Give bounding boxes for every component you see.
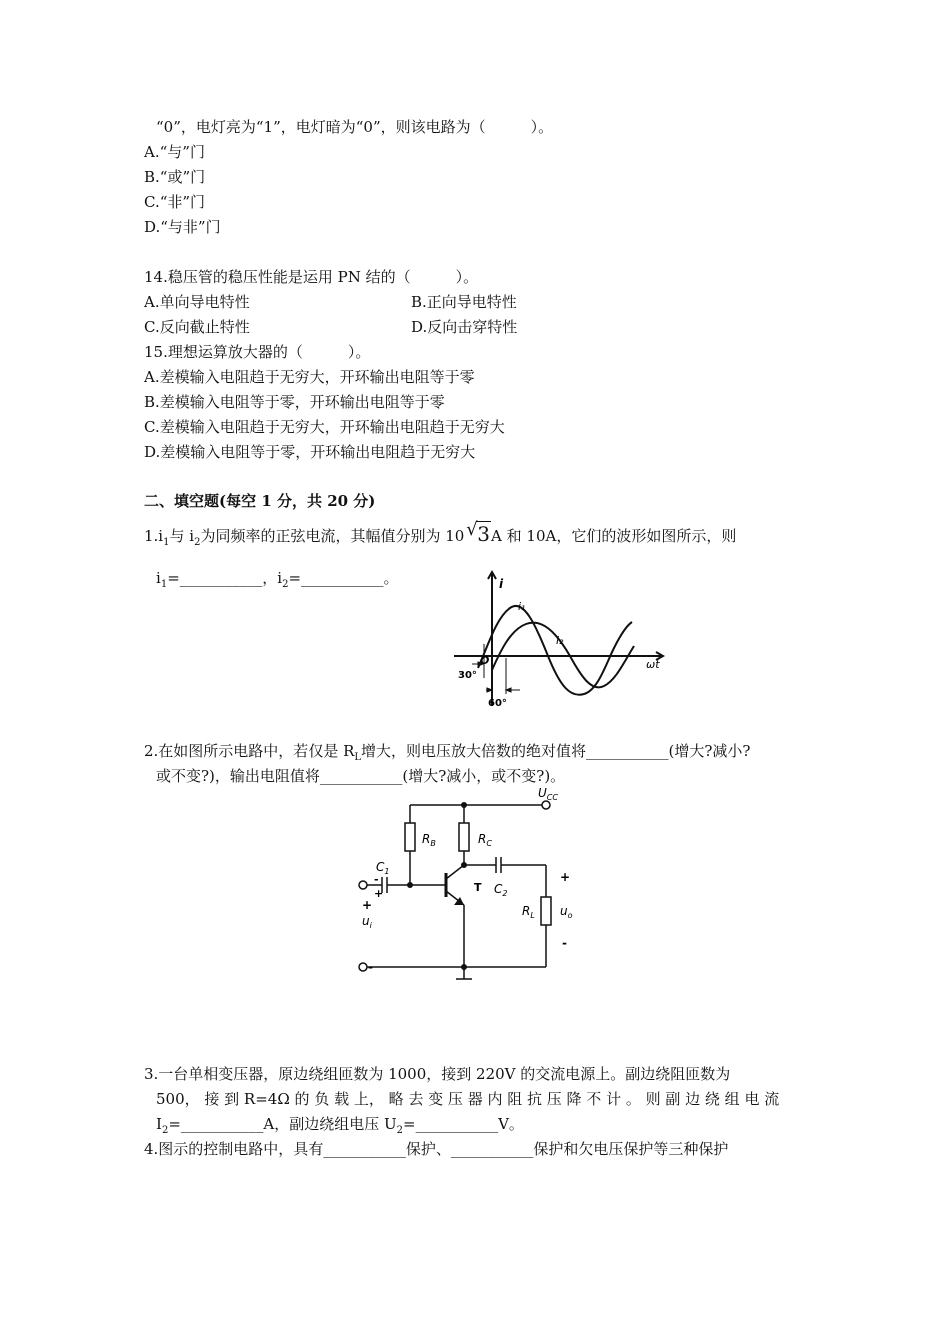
axis-i-label: i — [499, 577, 504, 591]
c1-label: $C_1$ — [376, 860, 390, 876]
fill4-line1: 4.图示的控制电路中，具有___________保护、___________保护和欠电压保护等三种保护 — [144, 1140, 729, 1158]
q15-option-c: C.差模输入电阻趋于无穷大，开环输出电阻趋于无穷大 — [144, 418, 505, 436]
axis-wt-label: ωt — [646, 658, 660, 671]
q15-option-a: A.差模输入电阻趋于无穷大，开环输出电阻等于零 — [144, 368, 475, 386]
q15-option-b: B.差模输入电阻等于零，开环输出电阻等于零 — [144, 393, 445, 411]
q13-option-d: D.“与非”门 — [144, 218, 221, 236]
fill3-line1: 3.一台单相变压器，原边绕组匝数为 1000，接到 220V 的交流电源上。副边绕阻匝数为 — [144, 1065, 731, 1083]
fill1-stem: $1.i_1$与 $i_2$为同频率的正弦电流，其幅值分别为 10 √ 3A 和 10A，它们的波形如图所示，则 — [144, 519, 737, 548]
fill3-line3: $I_2=\_\_\_\_\_\_\_\_\_\_\_A$，副边绕组电压 $U_2=\_\_\_\_\_\_\_\_\_\_\_V$。 — [156, 1115, 524, 1136]
q15-stem: 15.理想运算放大器的（ ）。 — [144, 343, 371, 361]
transistor-label: T — [474, 881, 482, 894]
q13-stem-tail: “0”，电灯亮为“1”，电灯暗为“0”，则该电路为（ ）。 — [156, 118, 554, 136]
c1-plus-sign: + — [374, 887, 384, 900]
fill2-line1: 2.在如图所示电路中，若仅是 $R_L$增大，则电压放大倍数的绝对值将___________(增大?减小? — [144, 742, 751, 763]
ucc-label: $U_{CC}$ — [538, 786, 558, 802]
uo-label: $u_o$ — [560, 904, 573, 920]
ui-minus-sign: - — [368, 960, 373, 974]
q14-option-b: B.正向导电特性 — [411, 293, 517, 311]
q14-option-a: A.单向导电特性 — [144, 293, 250, 311]
uo-plus-sign: + — [560, 870, 571, 884]
fill1-answer-line: $i_1=\_\_\_\_\_\_\_\_\_\_\_$，$i_2=\_\_\_\_\_\_\_\_\_\_\_$。 — [156, 569, 399, 590]
amplifier-circuit-figure — [346, 785, 616, 990]
rb-label: $R_B$ — [422, 832, 436, 848]
q14-option-d: D.反向击穿特性 — [411, 318, 518, 336]
ui-label: $u_i$ — [362, 914, 372, 930]
q13-option-a: A.“与”门 — [144, 143, 205, 161]
q13-option-b: B.“或”门 — [144, 168, 206, 186]
rc-label: $R_C$ — [478, 832, 492, 848]
c2-label: $C_2$ — [494, 882, 508, 898]
c1-minus-sign: - — [374, 873, 379, 886]
curve-i2-label: i₂ — [556, 634, 564, 647]
angle-60-label: 60° — [488, 698, 507, 709]
origin-label: O — [480, 654, 490, 667]
q13-option-c: C.“非”门 — [144, 193, 206, 211]
uo-minus-sign: - — [562, 936, 567, 950]
angle-30-label: 30° — [458, 670, 477, 681]
q14-option-c: C.反向截止特性 — [144, 318, 250, 336]
sqrt-symbol: √ 3 — [466, 519, 491, 546]
q15-option-d: D.差模输入电阻等于零，开环输出电阻趋于无穷大 — [144, 443, 476, 461]
fill3-line2: 500， 接 到 R=4Ω 的 负 载 上， 略 去 变 压 器 内 阻 抗 压 降 不 计 。 则 副 边 绕 组 电 流 — [156, 1090, 780, 1108]
fill2-line2: 或不变?)，输出电阻值将___________(增大?减小，或不变?)。 — [156, 767, 566, 785]
q14-stem: 14.稳压管的稳压性能是运用 PN 结的（ ）。 — [144, 268, 479, 286]
section-title: 二、填空题(每空 1 分，共 20 分) — [144, 492, 376, 510]
curve-i1-label: i₁ — [518, 600, 526, 613]
sine-waveform-figure — [448, 566, 678, 716]
rl-label: $R_L$ — [522, 904, 535, 920]
ui-plus-sign: + — [362, 898, 373, 912]
